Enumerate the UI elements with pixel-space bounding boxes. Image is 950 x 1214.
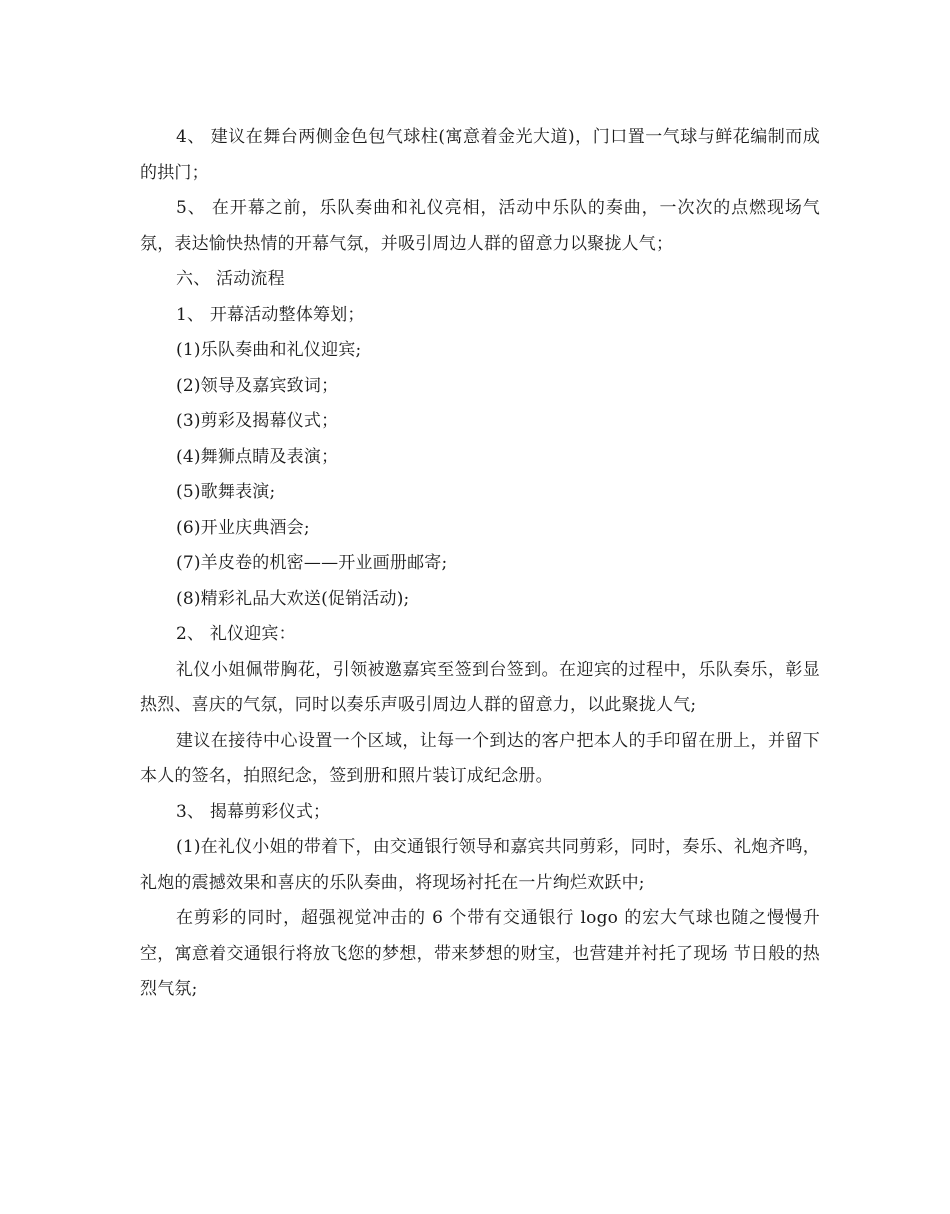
paragraph-item-5-band-opening: 5、 在开幕之前，乐队奏曲和礼仪亮相，活动中乐队的奏曲，一次次的点燃现场气氛，表达愉快热情的开幕气氛，并吸引周边人群的留意力以聚拢人气； <box>140 198 820 254</box>
section-heading-unveiling: 3、 揭幕剪彩仪式； <box>176 801 331 822</box>
paragraph-overall-planning: 1、 开幕活动整体筹划； <box>176 304 365 325</box>
list-item-speech: (2)领导及嘉宾致词； <box>176 375 339 396</box>
section-heading-etiquette-welcome: 2、 礼仪迎宾： <box>176 624 296 644</box>
document-body <box>140 120 820 1008</box>
list-item-gifts: (8)精彩礼品大欢送(促销活动); <box>176 588 410 609</box>
list-item-ribbon-cutting: (3)剪彩及揭幕仪式； <box>176 411 339 431</box>
list-item-reception: (6)开业庆典酒会; <box>176 517 310 538</box>
paragraph-etiquette-description: 礼仪小姐佩带胸花，引领被邀嘉宾至签到台签到。在迎宾的过程中，乐队奏乐，彰显热烈、喜庆的气氛，同时以奏乐声吸引周边人群的留意力，以此聚拢人气; <box>140 659 820 715</box>
paragraph-sign-in-suggestion: 建议在接待中心设置一个区域，让每一个到达的客户把本人的手印留在册上，并留下本人的签名，拍照纪念，签到册和照片装订成纪念册。 <box>140 730 820 786</box>
list-item-lion-dance: (4)舞狮点睛及表演； <box>176 446 339 467</box>
list-item-song-dance: (5)歌舞表演; <box>176 482 276 502</box>
paragraph-ribbon-cutting-detail: (1)在礼仪小姐的带着下，由交通银行领导和嘉宾共同剪彩，同时，奏乐、礼炮齐鸣，礼炮的震撼效果和喜庆的乐队奏曲，将现场衬托在一片绚烂欢跃中; <box>140 837 820 893</box>
paragraph-item-4-stage-balloons: 4、 建议在舞台两侧金色包气球柱(寓意着金光大道)，门口置一气球与鲜花编制而成的拱门； <box>140 127 820 183</box>
list-item-band-welcome: (1)乐队奏曲和礼仪迎宾; <box>176 340 362 360</box>
list-item-brochure: (7)羊皮卷的机密——开业画册邮寄; <box>176 553 448 573</box>
paragraph-balloon-release: 在剪彩的同时，超强视觉冲击的 6 个带有交通银行 logo 的宏大气球也随之慢慢升空，寓意着交通银行将放飞您的梦想，带来梦想的财宝，也营建并衬托了现场 节日般的热烈气氛; <box>140 908 820 999</box>
section-heading-activity-flow: 六、 活动流程 <box>176 269 285 289</box>
